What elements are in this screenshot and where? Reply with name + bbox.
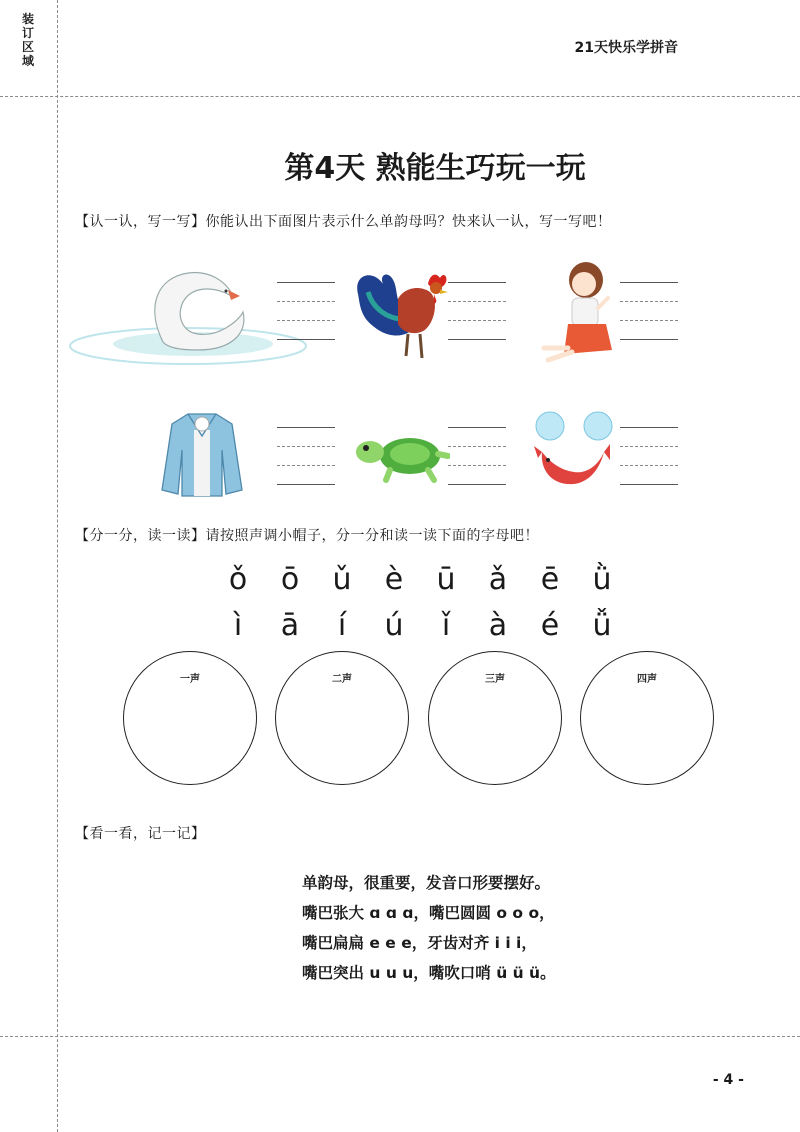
- girl-picture: [538, 258, 618, 368]
- binding-char: 订: [21, 26, 34, 40]
- rhyme-line: 嘴巴扁扁 e e e，牙齿对齐 i i i，: [302, 934, 537, 952]
- binding-area-label: [18, 12, 38, 68]
- tone-circle-third[interactable]: [428, 651, 562, 785]
- pinyin-row-2: [220, 608, 620, 643]
- pinyin-letter: ǔ: [332, 562, 352, 597]
- writing-lines[interactable]: [620, 427, 678, 503]
- rhyme-line: 嘴巴突出 u u u，嘴吹口哨 ü ü ü。: [302, 964, 556, 982]
- header-divider: [0, 96, 800, 97]
- tone-label: 一声: [180, 674, 200, 685]
- section-heading-recognize-write: 【认一认，写一写】你能认出下面图片表示什么单韵母吗？快来认一认，写一写吧！: [75, 214, 612, 230]
- pinyin-letter: ǒ: [228, 562, 248, 597]
- rhyme-text: [302, 868, 556, 988]
- pinyin-letter: à: [488, 608, 508, 643]
- footer-divider: [0, 1036, 800, 1037]
- pinyin-letter: ū: [436, 562, 456, 597]
- tone-circle-second[interactable]: [275, 651, 409, 785]
- pinyin-letter: ǜ: [592, 562, 612, 597]
- turtle-picture: [350, 428, 450, 484]
- pinyin-letter: ē: [540, 562, 560, 597]
- writing-lines[interactable]: [277, 427, 335, 503]
- tone-label: 四声: [637, 674, 657, 685]
- binding-char: 装: [21, 12, 34, 26]
- pinyin-letter: ā: [280, 608, 300, 643]
- writing-lines[interactable]: [620, 282, 678, 358]
- tone-label: 二声: [332, 674, 352, 685]
- fish-with-bubbles-picture: [530, 408, 614, 500]
- section-heading-look-remember: 【看一看，记一记】: [75, 826, 206, 842]
- page-title: 第4天 熟能生巧玩一玩: [284, 151, 586, 186]
- pinyin-letter: ì: [233, 608, 243, 643]
- pinyin-letter: ǚ: [592, 608, 612, 643]
- writing-lines[interactable]: [448, 427, 506, 503]
- pinyin-letter: ō: [280, 562, 300, 597]
- tone-circle-fourth[interactable]: [580, 651, 714, 785]
- writing-lines[interactable]: [448, 282, 506, 358]
- pinyin-row-1: [220, 562, 620, 597]
- pinyin-letter: ú: [384, 608, 404, 643]
- book-title: 21天快乐学拼音: [574, 40, 678, 56]
- page-number: - 4 -: [712, 1072, 744, 1088]
- tone-circle-first[interactable]: [123, 651, 257, 785]
- jacket-picture: [160, 410, 244, 498]
- pinyin-letter: í: [337, 608, 347, 643]
- section-heading-sort-read: 【分一分，读一读】请按照声调小帽子，分一分和读一读下面的字母吧！: [75, 528, 539, 544]
- pinyin-letter: è: [384, 562, 404, 597]
- binding-char: 域: [21, 54, 34, 68]
- pinyin-letter: ǎ: [488, 562, 508, 597]
- pinyin-letter: ǐ: [441, 608, 451, 643]
- rhyme-line: 嘴巴张大 ɑ ɑ ɑ，嘴巴圆圆 o o o，: [302, 904, 555, 922]
- tone-label: 三声: [485, 674, 505, 685]
- rhyme-line: 单韵母，很重要，发音口形要摆好。: [302, 874, 551, 892]
- writing-lines[interactable]: [277, 282, 335, 358]
- rooster-picture: [348, 264, 453, 364]
- pinyin-letter: é: [540, 608, 560, 643]
- binding-char: 区: [21, 40, 34, 54]
